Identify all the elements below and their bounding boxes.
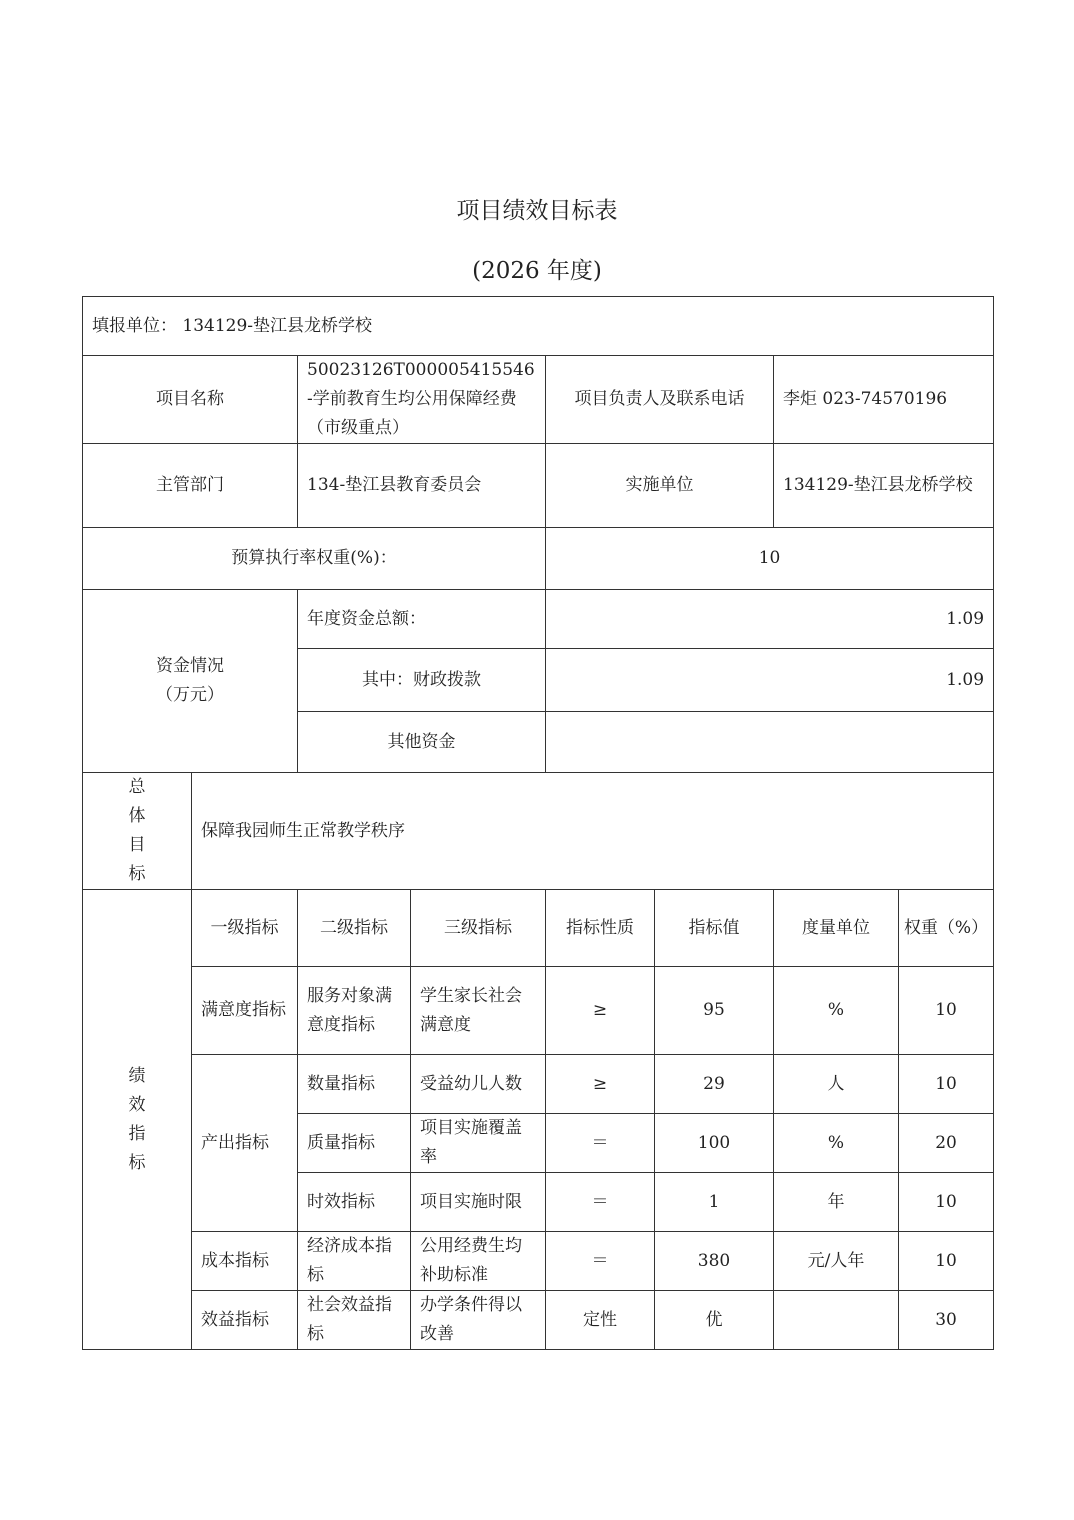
nature-cell: 定性 [546, 1291, 655, 1350]
value-cell: 优 [655, 1291, 774, 1350]
header-level2: 二级指标 [298, 890, 411, 967]
funds-other-label: 其他资金 [298, 712, 546, 773]
table-row [83, 967, 994, 1055]
goal-label-char: 标 [128, 864, 146, 884]
reporting-unit-value: 134129-垫江县龙桥学校 [182, 315, 373, 336]
performance-target-table [82, 296, 994, 1350]
level3-cell: 受益幼儿人数 [411, 1055, 546, 1114]
header-unit: 度量单位 [774, 890, 899, 967]
level3-cell: 办学条件得以改善 [411, 1291, 546, 1350]
indicators-label-char: 标 [128, 1152, 146, 1173]
value-cell: 380 [655, 1232, 774, 1291]
funds-fiscal-value: 1.09 [546, 649, 994, 712]
budget-rate-label: 预算执行率权重(%)： [83, 528, 546, 590]
project-contact-label: 项目负责人及联系电话 [546, 356, 774, 444]
unit-cell [774, 1291, 899, 1350]
weight-cell: 10 [899, 1055, 994, 1114]
nature-cell: ＝ [546, 1173, 655, 1232]
weight-cell: 10 [899, 967, 994, 1055]
project-contact-value: 李炬 023-74570196 [774, 356, 994, 444]
nature-cell: ≥ [546, 1055, 655, 1114]
weight-cell: 10 [899, 1173, 994, 1232]
header-level1: 一级指标 [192, 890, 298, 967]
nature-cell: ＝ [546, 1114, 655, 1173]
reporting-unit-cell [83, 297, 994, 356]
value-cell: 1 [655, 1173, 774, 1232]
department-row [83, 444, 994, 528]
overall-goal-value: 保障我园师生正常教学秩序 [192, 773, 994, 890]
project-name-label: 项目名称 [83, 356, 298, 444]
level1-cell: 效益指标 [192, 1291, 298, 1350]
department-value: 134-垫江县教育委员会 [298, 444, 546, 528]
unit-cell: 年 [774, 1173, 899, 1232]
goal-label-char: 体 [128, 806, 146, 826]
department-label: 主管部门 [83, 444, 298, 528]
indicators-label-char: 效 [128, 1094, 146, 1115]
level2-cell: 数量指标 [298, 1055, 411, 1114]
funds-total-label: 年度资金总额： [298, 590, 546, 649]
project-name-value: 50023126T000005415546-学前教育生均公用保障经费（市级重点） [298, 356, 546, 444]
level1-cell: 产出指标 [192, 1055, 298, 1232]
indicators-label-char: 绩 [128, 1065, 146, 1086]
document-subtitle: (2026 年度) [472, 258, 602, 284]
unit-cell: % [774, 1114, 899, 1173]
implementing-unit-label: 实施单位 [546, 444, 774, 528]
overall-goal-row [83, 773, 994, 890]
value-cell: 95 [655, 967, 774, 1055]
reporting-unit-row [83, 297, 994, 356]
reporting-unit-label: 填报单位： [92, 315, 177, 336]
level2-cell: 时效指标 [298, 1173, 411, 1232]
budget-rate-row [83, 528, 994, 590]
unit-cell: 人 [774, 1055, 899, 1114]
level3-cell: 学生家长社会满意度 [411, 967, 546, 1055]
level2-cell: 社会效益指标 [298, 1291, 411, 1350]
weight-cell: 10 [899, 1232, 994, 1291]
implementing-unit-value: 134129-垫江县龙桥学校 [774, 444, 994, 528]
value-cell: 100 [655, 1114, 774, 1173]
table-row [83, 1055, 994, 1114]
header-nature: 指标性质 [546, 890, 655, 967]
unit-cell: 元/人年 [774, 1232, 899, 1291]
table-row [83, 1291, 994, 1350]
level2-cell: 服务对象满意度指标 [298, 967, 411, 1055]
nature-cell: ≥ [546, 967, 655, 1055]
header-level3: 三级指标 [411, 890, 546, 967]
funds-total-row [83, 590, 994, 649]
funds-fiscal-label: 其中：财政拨款 [298, 649, 546, 712]
goal-label-char: 目 [128, 835, 146, 855]
indicator-header-row [83, 890, 994, 967]
document-title: 项目绩效目标表 [456, 198, 618, 224]
header-value: 指标值 [655, 890, 774, 967]
level3-cell: 项目实施时限 [411, 1173, 546, 1232]
nature-cell: ＝ [546, 1232, 655, 1291]
indicators-label [83, 890, 192, 1350]
unit-cell: % [774, 967, 899, 1055]
funds-total-value: 1.09 [546, 590, 994, 649]
funds-label-line1: 资金情况 [156, 656, 224, 676]
level2-cell: 质量指标 [298, 1114, 411, 1173]
weight-cell: 30 [899, 1291, 994, 1350]
value-cell: 29 [655, 1055, 774, 1114]
goal-label-char: 总 [128, 777, 146, 797]
project-name-row [83, 356, 994, 444]
header-weight: 权重（%） [899, 890, 994, 967]
indicators-label-char: 指 [128, 1123, 146, 1144]
level3-cell: 项目实施覆盖率 [411, 1114, 546, 1173]
funds-label [83, 590, 298, 773]
weight-cell: 20 [899, 1114, 994, 1173]
level2-cell: 经济成本指标 [298, 1232, 411, 1291]
table-row [83, 1232, 994, 1291]
budget-rate-value: 10 [546, 528, 994, 590]
funds-label-line2: （万元） [156, 685, 224, 705]
level1-cell: 成本指标 [192, 1232, 298, 1291]
level1-cell: 满意度指标 [192, 967, 298, 1055]
level3-cell: 公用经费生均补助标准 [411, 1232, 546, 1291]
overall-goal-label [83, 773, 192, 890]
funds-other-value [546, 712, 994, 773]
